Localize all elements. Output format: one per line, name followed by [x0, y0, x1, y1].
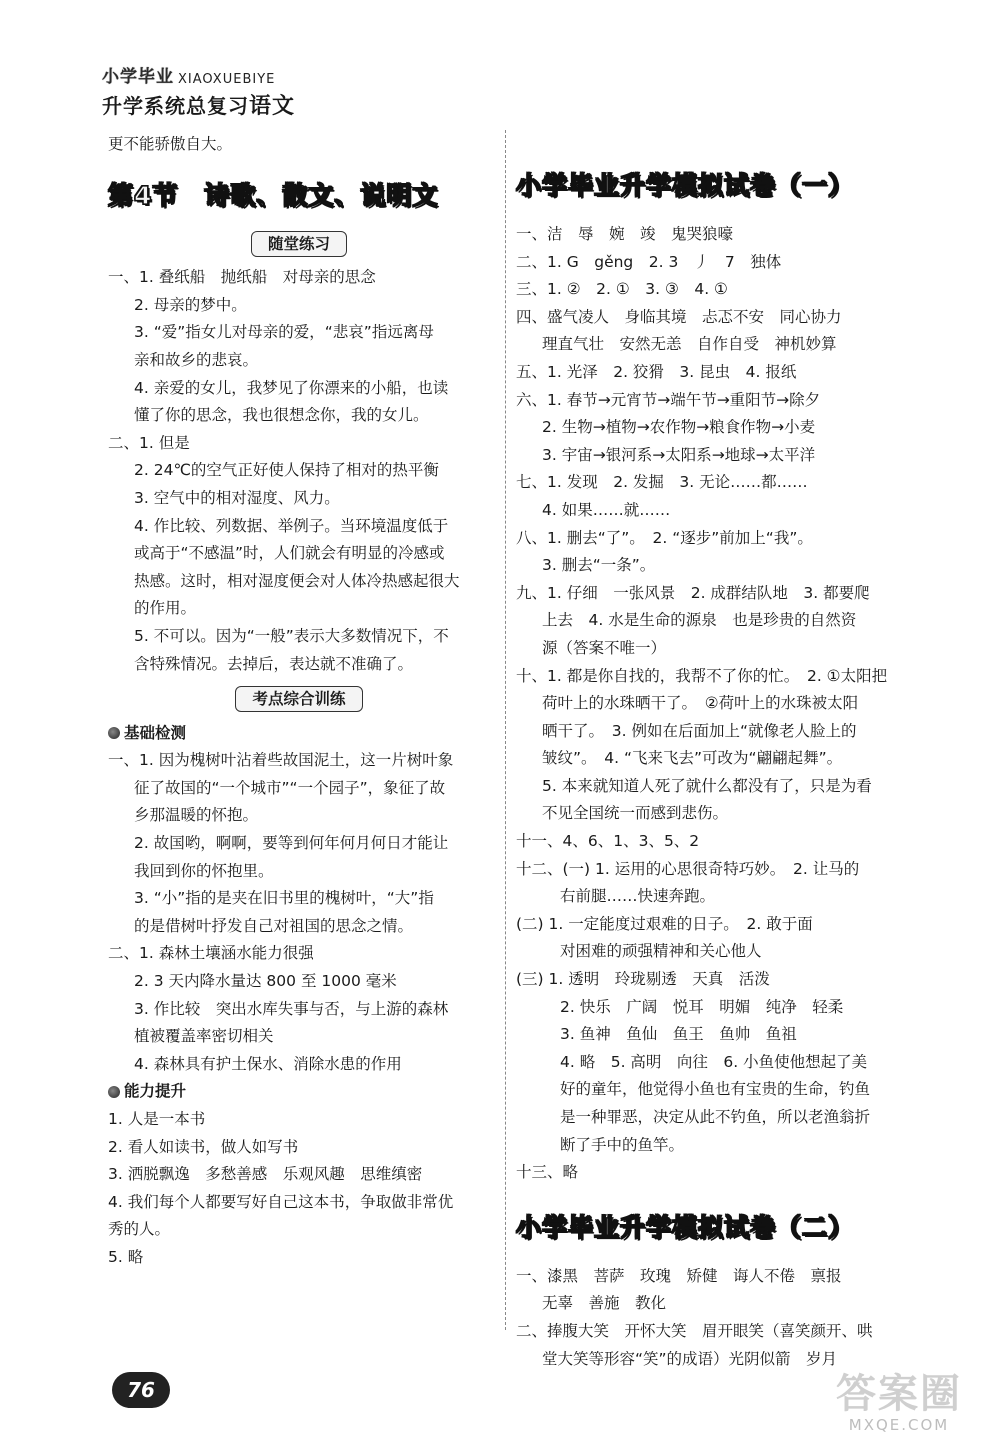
header-subtitle — [102, 89, 295, 120]
answer-line: 我回到你的怀抱里。 — [134, 861, 274, 880]
section-title-text: 第4节 诗歌、散文、说明文 — [108, 180, 439, 210]
exam1-title — [516, 157, 908, 215]
header-subtitle-main: 升学系统总复习 — [102, 94, 249, 118]
box-title-practice-text: 随堂练习 — [251, 231, 347, 257]
answer-line: 的是借树叶抒发自己对祖国的思念之情。 — [134, 916, 414, 935]
answer-line: 理直气壮 安然无恙 自作自受 神机妙算 — [542, 335, 837, 354]
page-number-badge: 76 — [112, 1372, 170, 1408]
answer-line: 二、1. G gěng 2. 3 丿 7 独体 — [516, 252, 782, 271]
answer-line: 3. 删去“一条”。 — [542, 556, 656, 575]
answer-line: 皱纹”。 4. “飞来飞去”可改为“翩翩起舞”。 — [542, 749, 843, 768]
answer-line: 七、1. 发现 2. 发掘 3. 无论……都…… — [516, 473, 808, 492]
answer-line: 荷叶上的水珠晒干了。 ②荷叶上的水珠被太阳 — [542, 694, 859, 713]
subhead-ability-text: 能力提升 — [124, 1082, 187, 1101]
answer-line: 对困难的顽强精神和关心他人 — [560, 942, 762, 961]
answer-line: 1. 人是一本书 — [108, 1110, 206, 1128]
answer-line: 4. 略 5. 高明 向往 6. 小鱼使他想起了美 — [560, 1052, 868, 1071]
answer-list-ability — [108, 1106, 490, 1272]
answer-line: 好的童年，他觉得小鱼也有宝贵的生命，钓鱼 — [560, 1080, 871, 1099]
box-title-practice — [108, 231, 490, 259]
answer-line: (三) 1. 透明 玲珑剔透 天真 活泼 — [516, 970, 770, 989]
column-divider — [505, 130, 506, 1330]
left-top-line: 更不能骄傲自大。 — [108, 135, 233, 153]
answer-line: 征了故国的“一个城市”“一个园子”，象征了故 — [134, 778, 446, 797]
answer-line: 2. 快乐 广阔 悦耳 明媚 纯净 轻柔 — [560, 997, 844, 1016]
answer-line: 或高于“不感温”时，人们就会有明显的冷感或 — [134, 544, 445, 563]
exam2-title-text: 小学毕业升学模拟试卷（二） — [516, 1212, 855, 1242]
answer-line: 二、1. 但是 — [108, 433, 190, 452]
answer-line: 热感。这时，相对湿度便会对人体冷热感起很大 — [134, 571, 460, 590]
answer-list-exam1 — [516, 221, 908, 1187]
answer-line: 堂大笑等形容“笑”的成语）光阴似箭 岁月 — [542, 1349, 838, 1368]
answer-line: 八、1. 删去“了”。 2. “逐步”前加上“我”。 — [516, 528, 813, 547]
answer-line: 五、1. 光泽 2. 狡猾 3. 昆虫 4. 报纸 — [516, 362, 797, 381]
subhead-ability — [108, 1078, 490, 1106]
answer-line: 懂了你的思念，我也很想念你，我的女儿。 — [134, 406, 429, 425]
answer-line: 5. 略 — [108, 1247, 144, 1266]
answer-line: 无辜 善施 教化 — [542, 1294, 667, 1313]
answer-line: 3. 洒脱飘逸 多愁善感 乐观风趣 思维缜密 — [108, 1165, 423, 1184]
watermark-logo — [836, 1372, 962, 1434]
right-column — [516, 157, 908, 1373]
box-title-comprehensive-text: 考点综合训练 — [235, 686, 362, 712]
exam1-title-text: 小学毕业升学模拟试卷（一） — [516, 171, 855, 201]
answer-list-practice — [108, 264, 490, 678]
answer-line: 十、1. 都是你自找的，我帮不了你的忙。 2. ①太阳把 — [516, 666, 888, 685]
watermark-text: 答案圈 — [836, 1371, 962, 1417]
answer-line: 5. 本来就知道人死了就什么都没有了，只是为看 — [542, 776, 872, 795]
answer-line: 5. 不可以。因为“一般”表示大多数情况下，不 — [134, 626, 449, 645]
answer-line: 四、盛气凌人 身临其境 忐忑不安 同心协力 — [516, 307, 842, 326]
answer-line: 3. “小”指的是夹在旧书里的槐树叶，“大”指 — [134, 889, 434, 908]
answer-line: 九、1. 仔细 一张风景 2. 成群结队地 3. 都要爬 — [516, 583, 870, 602]
answer-line: (二) 1. 一定能度过艰难的日子。 2. 敢于面 — [516, 914, 813, 933]
answer-line: 亲和故乡的悲哀。 — [134, 350, 259, 369]
header-brand: 小学毕业 — [102, 67, 174, 87]
answer-list-exam2 — [516, 1263, 908, 1373]
watermark-url: MXQE.COM — [848, 1416, 950, 1434]
subhead-basic-text: 基础检测 — [124, 723, 187, 742]
answer-line: 十一、4、6、1、3、5、2 — [516, 832, 700, 851]
answer-line: 一、洁 辱 婉 竣 鬼哭狼嚎 — [516, 225, 734, 243]
answer-line: 秀的人。 — [108, 1220, 171, 1239]
answer-line: 二、1. 森林土壤涵水能力很强 — [108, 944, 314, 963]
answer-line: 3. 宇宙→银河系→太阳系→地球→太平洋 — [542, 445, 816, 464]
bullet-icon — [108, 1086, 120, 1098]
left-column — [108, 131, 490, 1272]
answer-line: 晒干了。 3. 例如在后面加上“就像老人脸上的 — [542, 721, 857, 740]
answer-line: 十二、(一) 1. 运用的心思很奇特巧妙。 2. 让马的 — [516, 859, 860, 878]
answer-line: 三、1. ② 2. ① 3. ③ 4. ① — [516, 280, 728, 299]
answer-line: 2. 生物→植物→农作物→粮食作物→小麦 — [542, 418, 816, 437]
answer-line: 2. 3 天内降水量达 800 至 1000 毫米 — [134, 972, 397, 991]
header-brand-latin: XIAOXUEBIYE — [178, 72, 276, 87]
answer-line: 4. 我们每个人都要写好自己这本书，争取做非常优 — [108, 1192, 454, 1211]
exam2-title — [516, 1199, 908, 1257]
section-title — [108, 167, 490, 225]
header-subtitle-subject: 语文 — [249, 94, 296, 119]
bullet-icon — [108, 727, 120, 739]
answer-line: 上去 4. 水是生命的源泉 也是珍贵的自然资 — [542, 611, 857, 630]
answer-line: 是一种罪恶，决定从此不钓鱼，所以老渔翁折 — [560, 1108, 871, 1126]
answer-line: 3. 鱼神 鱼仙 鱼王 鱼帅 鱼祖 — [560, 1025, 797, 1044]
answer-line: 4. 亲爱的女儿，我梦见了你漂来的小船，也读 — [134, 378, 449, 397]
answer-line: 2. 看人如读书，做人如写书 — [108, 1137, 299, 1156]
answer-line: 4. 作比较、列数据、举例子。当环境温度低于 — [134, 516, 449, 535]
answer-line: 4. 森林具有护土保水、消除水患的作用 — [134, 1054, 402, 1073]
answer-line: 4. 如果……就…… — [542, 500, 671, 519]
answer-line: 3. 空气中的相对湿度、风力。 — [134, 488, 340, 507]
box-title-comprehensive — [108, 686, 490, 714]
answer-list-basic — [108, 747, 490, 1078]
answer-line: 右前腿……快速奔跑。 — [560, 887, 716, 906]
answer-line: 一、1. 因为槐树叶沾着些故国泥土，这一片树叶象 — [108, 751, 454, 770]
answer-line: 植被覆盖率密切相关 — [134, 1027, 274, 1046]
answer-line: 2. 24℃的空气正好使人保持了相对的热平衡 — [134, 461, 439, 480]
answer-line: 源（答案不唯一） — [542, 638, 667, 657]
answer-line: 二、捧腹大笑 开怀大笑 眉开眼笑（喜笑颜开、哄 — [516, 1321, 873, 1340]
answer-line: 3. “爱”指女儿对母亲的爱，“悲哀”指远离母 — [134, 323, 434, 342]
answer-line: 一、漆黑 菩萨 玫瑰 矫健 诲人不倦 禀报 — [516, 1266, 842, 1285]
answer-line: 乡那温暖的怀抱。 — [134, 806, 259, 825]
answer-line: 含特殊情况。去掉后，表达就不准确了。 — [134, 654, 414, 673]
answer-line: 的作用。 — [134, 599, 197, 618]
answer-line: 3. 作比较 突出水库失事与否，与上游的森林 — [134, 999, 449, 1018]
answer-line: 2. 故国哟，啊啊，要等到何年何月何日才能让 — [134, 834, 449, 853]
answer-line: 不见全国统一而感到悲伤。 — [542, 804, 729, 823]
answer-line: 一、1. 叠纸船 抛纸船 对母亲的思念 — [108, 268, 376, 287]
answer-line: 2. 母亲的梦中。 — [134, 295, 247, 314]
subhead-basic — [108, 720, 490, 748]
answer-line: 十三、略 — [516, 1163, 579, 1182]
answer-line: 断了手中的鱼竿。 — [560, 1135, 685, 1154]
page-header — [102, 62, 295, 120]
answer-line: 六、1. 春节→元宵节→端午节→重阳节→除夕 — [516, 390, 821, 409]
